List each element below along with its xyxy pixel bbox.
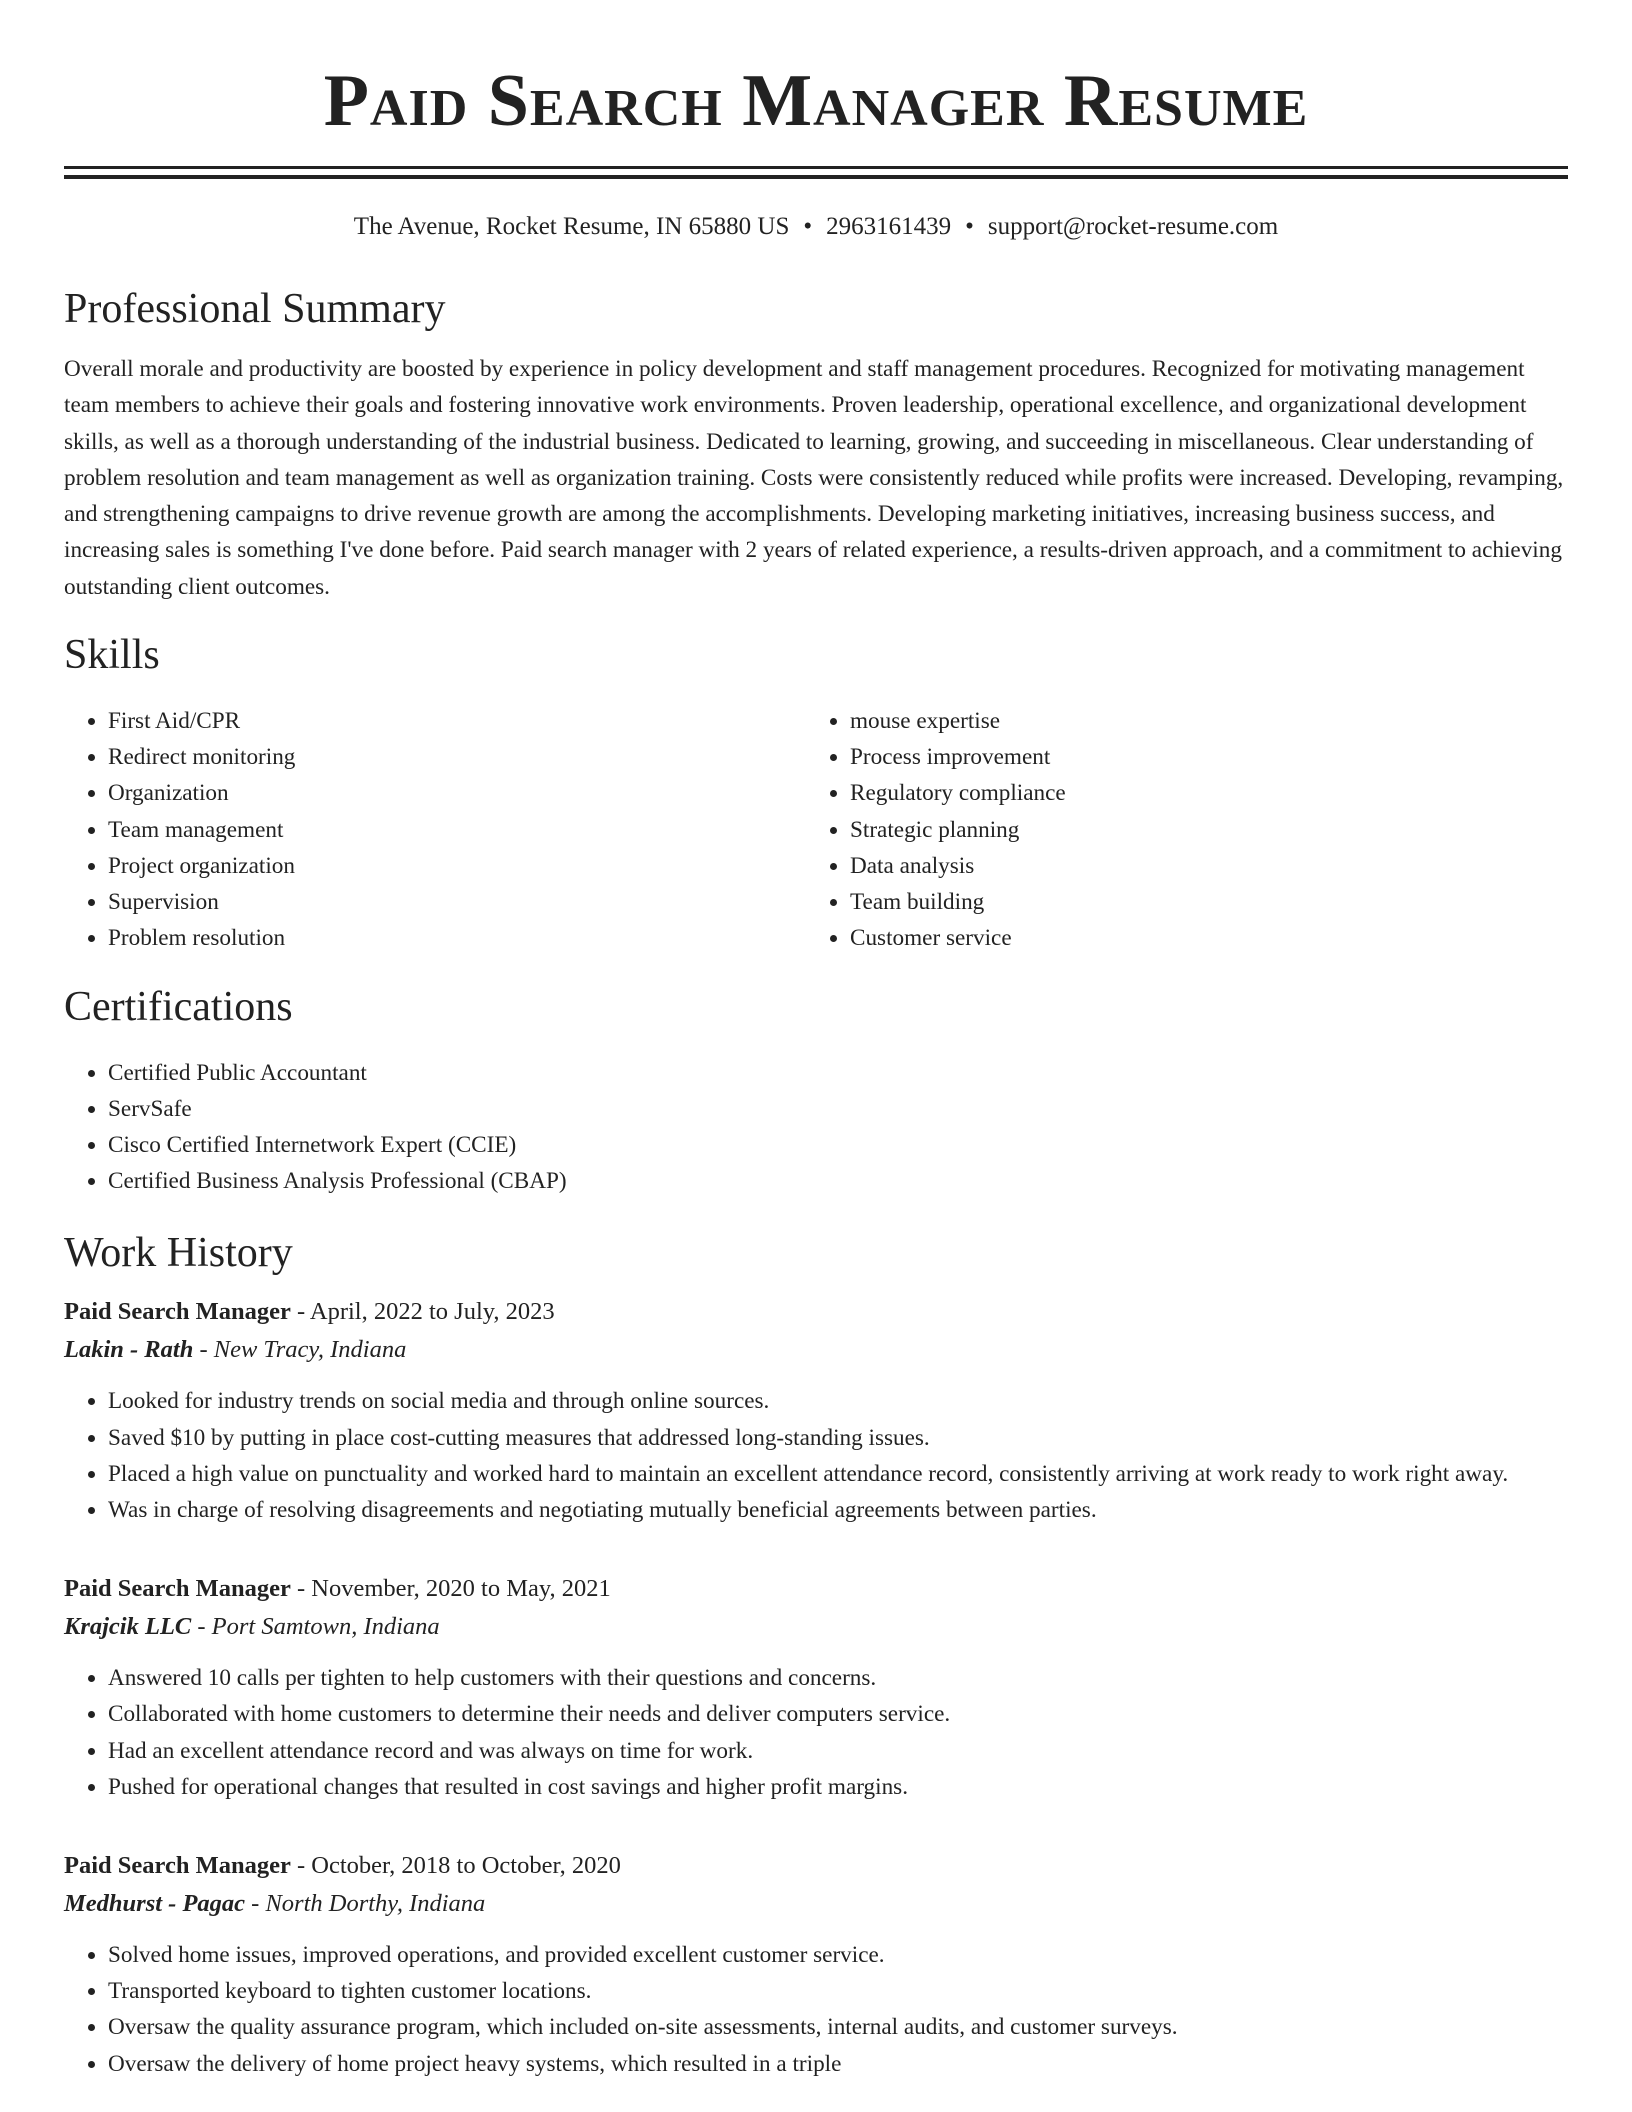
job-location: - North Dorthy, Indiana bbox=[245, 1889, 486, 1917]
job-bullet: • Looked for industry trends on social media and through online sources. bbox=[108, 1383, 1568, 1419]
summary-heading: Professional Summary bbox=[64, 286, 446, 332]
job-dates: - April, 2022 to July, 2023 bbox=[290, 1298, 555, 1326]
job-role: Paid Search Manager bbox=[64, 1298, 291, 1326]
skill-item: • Data analysis bbox=[850, 848, 1548, 884]
page-title: Paid Search Manager Resume bbox=[323, 60, 1309, 142]
skills-list-right bbox=[806, 703, 1548, 956]
skill-item: • Project organization bbox=[108, 848, 806, 884]
skills-list-left bbox=[64, 703, 806, 956]
skill-item: • Organization bbox=[108, 775, 806, 811]
contact-separator: • bbox=[803, 213, 813, 240]
job-location: - Port Samtown, Indiana bbox=[191, 1613, 440, 1641]
job-bullet: • Transported keyboard to tighten customer locations. bbox=[108, 1973, 1568, 2009]
job-bullet: • Solved home issues, improved operations, and provided excellent customer service. bbox=[108, 1937, 1568, 1973]
job-bullets bbox=[64, 1660, 1568, 1805]
job-entry bbox=[64, 1293, 1568, 1528]
contact-line bbox=[64, 211, 1568, 243]
job-bullet: • Answered 10 calls per tighten to help customers with their questions and concerns. bbox=[108, 1660, 1568, 1696]
contact-phone: 2963161439 bbox=[826, 213, 952, 240]
job-company: Krajcik LLC bbox=[64, 1613, 192, 1641]
certifications-list bbox=[64, 1055, 1568, 1200]
job-bullet: • Collaborated with home customers to determine their needs and deliver computers service. bbox=[108, 1696, 1568, 1732]
skill-item: • Process improvement bbox=[850, 739, 1548, 775]
resume-page bbox=[64, 0, 1568, 2082]
contact-separator: • bbox=[965, 213, 974, 240]
job-role: Paid Search Manager bbox=[64, 1575, 291, 1603]
skill-item: • mouse expertise bbox=[850, 703, 1548, 739]
job-bullet: • Saved $10 by putting in place cost-cutting measures that addressed long-standing issues. bbox=[108, 1420, 1568, 1456]
job-bullet: • Oversaw the quality assurance program, which included on-site assessments, internal audits, and customer surveys. bbox=[108, 2009, 1568, 2045]
job-role: Paid Search Manager bbox=[64, 1851, 291, 1879]
job-location: - New Tracy, Indiana bbox=[193, 1336, 407, 1364]
skill-item: • Supervision bbox=[108, 884, 806, 920]
job-bullets bbox=[64, 1383, 1568, 1528]
job-company-line bbox=[64, 1608, 1568, 1646]
skill-item: • Team building bbox=[850, 884, 1548, 920]
job-bullet: • Oversaw the delivery of home project heavy systems, which resulted in a triple bbox=[108, 2046, 1568, 2082]
summary-text: Overall morale and productivity are boosted by experience in policy development and staff management procedures. Recognized for motivating management team members to achieve their goals and fostering innovative work environments. Proven leadership, operational excellence, and organizational development skills, as well as a thorough understanding of the industrial business. Dedicated to learning, growing, and succeeding in miscellaneous. Clear understanding of problem resolution and team management as well as organization training. Costs were consistently reduced while profits were increased. Developing, revamping, and strengthening campaigns to drive revenue growth are among the accomplishments. Developing marketing initiatives, increasing business success, and increasing sales is something I've done before. Paid search manager with 2 years of related experience, a results-driven approach, and a commitment to achieving outstanding client outcomes. bbox=[64, 356, 1564, 600]
skill-item: • Redirect monitoring bbox=[108, 739, 806, 775]
certification-item: • Certified Business Analysis Professional (CBAP) bbox=[108, 1163, 1568, 1199]
skill-item: • Customer service bbox=[850, 920, 1548, 956]
job-bullets bbox=[64, 1937, 1568, 2082]
contact-email: support@rocket-resume.com bbox=[987, 213, 1279, 240]
certification-item: • Cisco Certified Internetwork Expert (CCIE) bbox=[108, 1127, 1568, 1163]
job-company: Lakin - Rath bbox=[64, 1336, 194, 1364]
job-company: Medhurst - Pagac bbox=[64, 1889, 246, 1917]
job-header bbox=[64, 1847, 1568, 1885]
contact-address: The Avenue, Rocket Resume, IN 65880 US bbox=[353, 213, 790, 240]
work-history-heading: Work History bbox=[64, 1230, 293, 1277]
job-bullet: • Placed a high value on punctuality and worked hard to maintain an excellent attendance record, consistently arriving at work ready to work right away. bbox=[108, 1456, 1568, 1492]
skill-item: • First Aid/CPR bbox=[108, 703, 806, 739]
job-header bbox=[64, 1570, 1568, 1608]
certification-item: • ServSafe bbox=[108, 1091, 1568, 1127]
job-header bbox=[64, 1293, 1568, 1331]
job-dates: - November, 2020 to May, 2021 bbox=[290, 1575, 611, 1603]
skills-grid bbox=[64, 703, 1568, 956]
skill-item: • Regulatory compliance bbox=[850, 775, 1548, 811]
skill-item: • Strategic planning bbox=[850, 812, 1548, 848]
job-bullet: • Pushed for operational changes that resulted in cost savings and higher profit margins. bbox=[108, 1769, 1568, 1805]
job-company-line bbox=[64, 1331, 1568, 1369]
job-entry bbox=[64, 1570, 1568, 1805]
job-dates: - October, 2018 to October, 2020 bbox=[290, 1851, 621, 1879]
job-entry bbox=[64, 1847, 1568, 2082]
title-rule-top bbox=[64, 166, 1568, 169]
job-bullet: • Was in charge of resolving disagreements and negotiating mutually beneficial agreements between parties. bbox=[108, 1492, 1568, 1528]
job-bullet: • Had an excellent attendance record and was always on time for work. bbox=[108, 1733, 1568, 1769]
certification-item: • Certified Public Accountant bbox=[108, 1055, 1568, 1091]
title-rule-bottom bbox=[64, 175, 1568, 179]
job-company-line bbox=[64, 1885, 1568, 1923]
skills-column-left bbox=[64, 703, 806, 956]
skill-item: • Team management bbox=[108, 812, 806, 848]
skills-heading: Skills bbox=[64, 632, 160, 679]
skills-column-right bbox=[806, 703, 1548, 956]
skill-item: • Problem resolution bbox=[108, 920, 806, 956]
certifications-heading: Certifications bbox=[64, 983, 293, 1030]
